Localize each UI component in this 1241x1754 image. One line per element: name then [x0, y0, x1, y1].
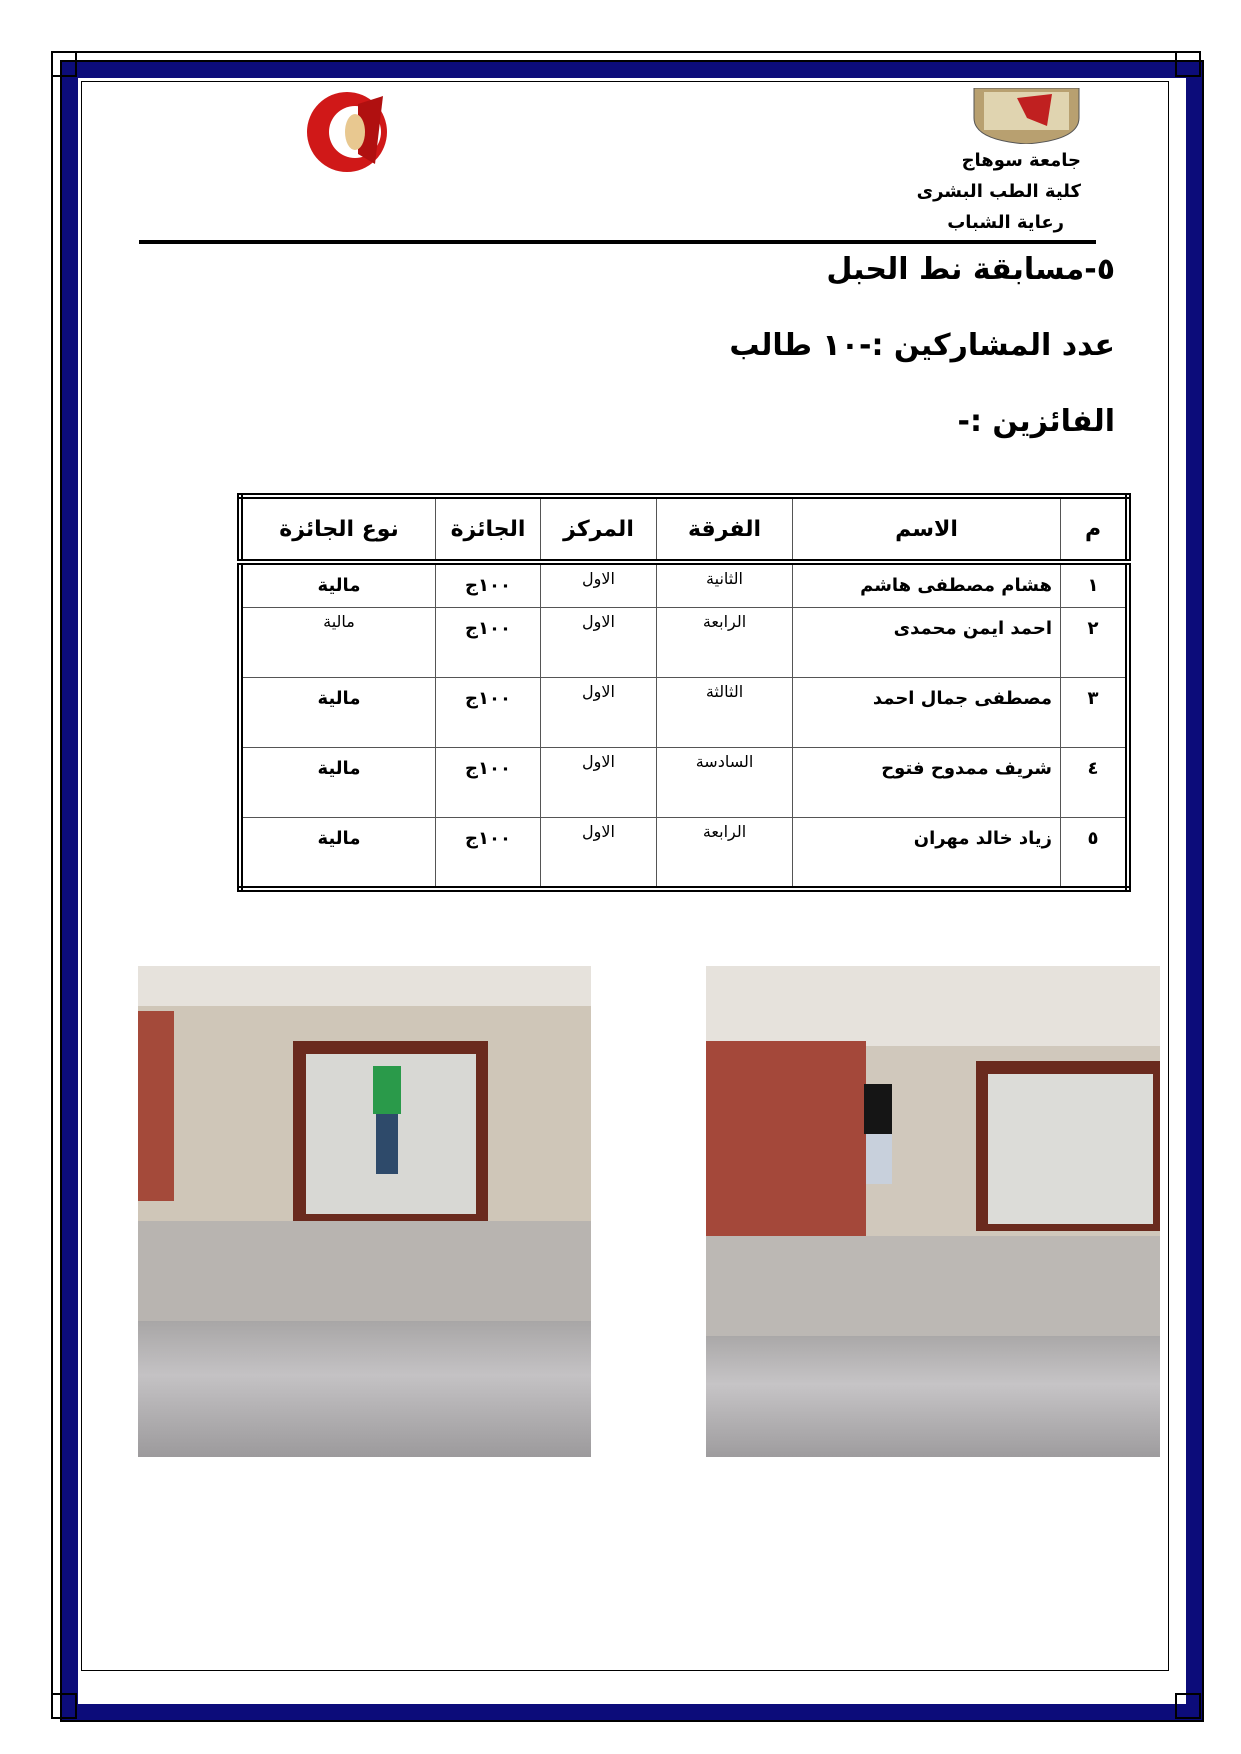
university-name: جامعة سوهاج: [961, 150, 1081, 171]
cell-prize: ١٠٠ج: [436, 747, 541, 817]
column-header: م: [1061, 496, 1129, 562]
cell-name: مصطفى جمال احمد: [793, 677, 1061, 747]
cell-number: ١: [1061, 562, 1129, 607]
table-header-row: [240, 496, 1128, 562]
cell-prize: ١٠٠ج: [436, 677, 541, 747]
winners-label: الفائزين :-: [957, 404, 1115, 439]
column-header: الفرقة: [657, 496, 793, 562]
cell-number: ٣: [1061, 677, 1129, 747]
cell-rank: الاول: [541, 562, 657, 607]
corner-ornament: [51, 1693, 77, 1719]
cell-name: احمد ايمن محمدى: [793, 607, 1061, 677]
cell-number: ٢: [1061, 607, 1129, 677]
table-row: [240, 562, 1128, 607]
column-header: نوع الجائزة: [240, 496, 436, 562]
photo-student-jumping-rope-1: [138, 966, 591, 1457]
cell-year: الرابعة: [657, 607, 793, 677]
cell-rank: الاول: [541, 817, 657, 889]
cell-rank: الاول: [541, 677, 657, 747]
cell-prize: ١٠٠ج: [436, 817, 541, 889]
department-name: رعاية الشباب: [947, 212, 1064, 233]
table-row: [240, 817, 1128, 889]
corner-ornament: [1175, 1693, 1201, 1719]
corner-ornament: [1175, 51, 1201, 77]
faculty-name: كلية الطب البشرى: [916, 181, 1081, 202]
cell-name: زياد خالد مهران: [793, 817, 1061, 889]
cell-prize-type: مالية: [240, 747, 436, 817]
page-title: ٥-مسابقة نط الحبل: [826, 252, 1115, 287]
cell-prize-type: مالية: [240, 562, 436, 607]
cell-prize: ١٠٠ج: [436, 562, 541, 607]
table-row: [240, 747, 1128, 817]
cell-year: الرابعة: [657, 817, 793, 889]
university-logo: [972, 88, 1081, 144]
photo-student-jumping-rope-2: [706, 966, 1160, 1457]
table-row: [240, 677, 1128, 747]
corner-ornament: [51, 51, 77, 77]
cell-prize-type: مالية: [240, 607, 436, 677]
column-header: المركز: [541, 496, 657, 562]
table-row: [240, 607, 1128, 677]
cell-prize-type: مالية: [240, 817, 436, 889]
cell-name: شريف ممدوح فتوح: [793, 747, 1061, 817]
cell-year: الثانية: [657, 562, 793, 607]
cell-prize-type: مالية: [240, 677, 436, 747]
faculty-logo: [303, 84, 395, 176]
cell-number: ٤: [1061, 747, 1129, 817]
cell-rank: الاول: [541, 607, 657, 677]
cell-year: الثالثة: [657, 677, 793, 747]
cell-name: هشام مصطفى هاشم: [793, 562, 1061, 607]
column-header: الجائزة: [436, 496, 541, 562]
cell-year: السادسة: [657, 747, 793, 817]
cell-rank: الاول: [541, 747, 657, 817]
cell-number: ٥: [1061, 817, 1129, 889]
column-header: الاسم: [793, 496, 1061, 562]
participants-count: عدد المشاركين :-١٠ طالب: [729, 328, 1115, 363]
header-divider: [139, 240, 1096, 244]
cell-prize: ١٠٠ج: [436, 607, 541, 677]
winners-table: [237, 493, 1131, 892]
